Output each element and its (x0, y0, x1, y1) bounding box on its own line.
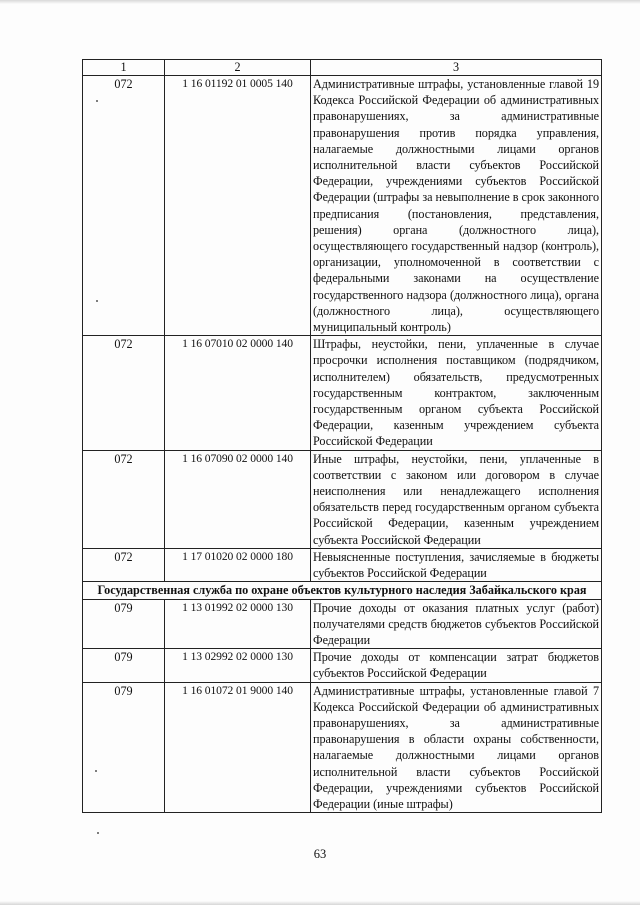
budget-code-cell: 1 16 01072 01 9000 140 (165, 682, 311, 813)
table-row (83, 76, 602, 336)
budget-code-cell: 1 16 07010 02 0000 140 (165, 336, 311, 450)
admin-code-cell: 072 (83, 76, 165, 336)
table-row (83, 682, 602, 813)
budget-code-cell: 1 16 07090 02 0000 140 (165, 450, 311, 548)
description-cell: Административные штрафы, установленные главой 7 Кодекса Российской Федерации об административных правонарушениях, за административные правонарушения в области охраны собственности, налагаемые должностными лицами органов исполнительной власти субъектов Российской Федерации, учреждениями субъектов Российской Федерации (иные штрафы) (311, 682, 602, 813)
description-cell: Иные штрафы, неустойки, пени, уплаченные в соответствии с законом или договором в случае неисполнения или ненадлежащего исполнения обязательств перед государственным органом субъекта Российской Федерации, казенным учреждением субъекта Российской Федерации (311, 450, 602, 548)
table-row (83, 450, 602, 548)
scan-speck (96, 300, 98, 302)
table-row (83, 548, 602, 581)
admin-code-cell: 072 (83, 450, 165, 548)
budget-code-cell: 1 13 02992 02 0000 130 (165, 649, 311, 682)
table-header-row (83, 60, 602, 76)
scan-speck (95, 770, 97, 772)
header-col-2: 2 (165, 60, 311, 76)
description-cell: Прочие доходы от оказания платных услуг (работ) получателями средств бюджетов субъектов Российской Федерации (311, 599, 602, 649)
admin-code-cell: 072 (83, 548, 165, 581)
table-row (83, 649, 602, 682)
admin-code-cell: 072 (83, 336, 165, 450)
header-col-1: 1 (83, 60, 165, 76)
header-col-3: 3 (311, 60, 602, 76)
table-row (83, 599, 602, 649)
page-number: 63 (313, 847, 327, 861)
description-cell: Штрафы, неустойки, пени, уплаченные в случае просрочки исполнения поставщиком (подрядчиком, исполнителем) обязательств, предусмотренных государственным контрактом, заключенным государственным органом субъекта Российской Федерации, казенным учреждением субъекта Российской Федерации (311, 336, 602, 450)
description-cell: Невыясненные поступления, зачисляемые в бюджеты субъектов Российской Федерации (311, 548, 602, 581)
scan-edge-bottom (0, 901, 640, 905)
admin-code-cell: 079 (83, 682, 165, 813)
description-cell: Прочие доходы от компенсации затрат бюджетов субъектов Российской Федерации (311, 649, 602, 682)
section-title: Государственная служба по охране объектов культурного наследия Забайкальского края (83, 582, 602, 599)
scan-speck (97, 832, 99, 834)
revenue-codes-table (82, 59, 602, 813)
budget-code-cell: 1 17 01020 02 0000 180 (165, 548, 311, 581)
description-cell: Административные штрафы, установленные главой 19 Кодекса Российской Федерации об административных правонарушениях, за административные правонарушения против порядка управления, налагаемые должностными лицами органов исполнительной власти субъектов Российской Федерации, учреждениями субъектов Российской Федерации (штрафы за невыполнение в срок законного предписания (постановления, представления, решения) органа (должностного лица), осуществляющего государственный надзор (контроль), организации, уполномоченной в соответствии с федеральными законами на осуществление государственного надзора (должностного лица), органа (должностного лица), осуществляющего муниципальный контроль) (311, 76, 602, 336)
scan-edge-top (0, 0, 640, 4)
budget-code-cell: 1 13 01992 02 0000 130 (165, 599, 311, 649)
section-header-row (83, 582, 602, 599)
table-row (83, 336, 602, 450)
scan-speck (96, 100, 98, 102)
budget-code-cell: 1 16 01192 01 0005 140 (165, 76, 311, 336)
admin-code-cell: 079 (83, 649, 165, 682)
admin-code-cell: 079 (83, 599, 165, 649)
